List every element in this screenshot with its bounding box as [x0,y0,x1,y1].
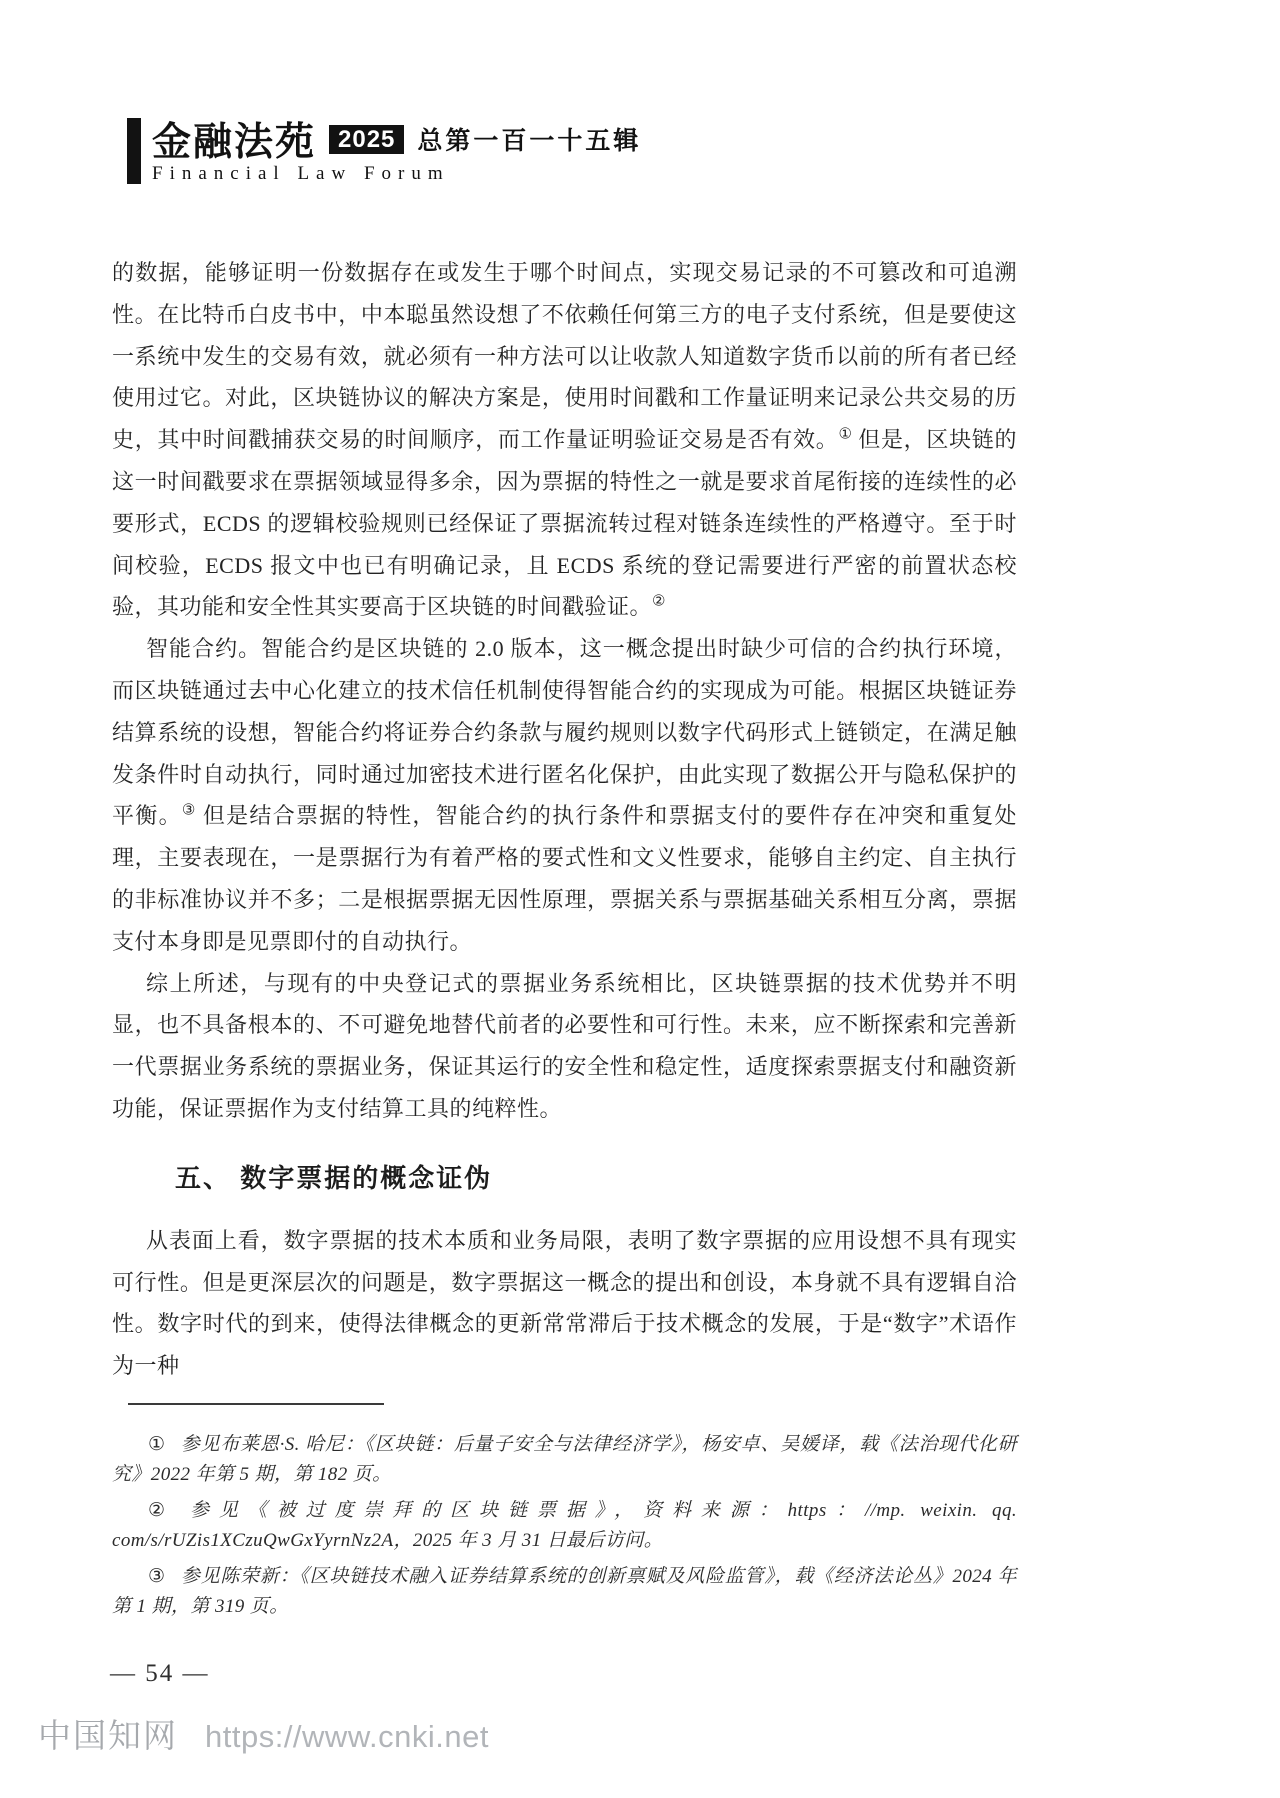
footnote-text: 参见陈荣新：《区块链技术融入证券结算系统的创新禀赋及风险监管》，载《经济法论丛》2024 年第 1 期，第 319 页。 [112,1566,1018,1617]
footnote [112,1562,1017,1621]
footnote-separator [128,1403,384,1405]
header-text [152,118,641,185]
footnote-reference: ③ [181,803,197,820]
footnotes [112,1430,1017,1628]
issue-label: 总第一百一十五辑 [417,128,642,155]
journal-header [127,118,641,185]
paragraph: 从表面上看，数字票据的技术本质和业务局限，表明了数字票据的应用设想不具有现实可行性。但是更深层次的问题是，数字票据这一概念的提出和创设，本身就不具有逻辑自洽性。数字时代的到来，使得法律概念的更新常常滞后于技术概念的发展，于是“数字”术语作为一种 [112,1227,1017,1379]
footnote-reference: ② [652,594,666,611]
footnote-marker: ③ [148,1566,166,1587]
journal-title: 金融法苑 [152,121,317,164]
page-number: — 54 — [110,1660,210,1687]
year-badge: 2025 [329,125,404,154]
watermark-site-name: 中国知网 [38,1717,178,1754]
footnote [112,1496,1017,1555]
watermark-site-url: https://www.cnki.net [205,1719,489,1754]
article-body [112,252,1017,1387]
footnote [112,1430,1017,1489]
header-title-row [152,118,642,164]
header-accent-bar [127,118,141,184]
paragraph: 综上所述，与现有的中央登记式的票据业务系统相比，区块链票据的技术优势并不明显，也不具备根本的、不可避免地替代前者的必要性和可行性。未来，应不断探索和完善新一代票据业务系统的票据业务，保证其运行的安全性和稳定性，适度探索票据支付和融资新功能，保证票据作为支付结算工具的纯粹性。 [112,970,1017,1121]
footnote-marker: ① [148,1434,166,1455]
footnote-text: 参见布莱恩·S. 哈尼：《区块链：后量子安全与法律经济学》，杨安卓、吴媛译，载《法治现代化研究》2022 年第 5 期，第 182 页。 [112,1434,1017,1485]
footnote-text: 参见《被过度崇拜的区块链票据》，资料来源：https：//mp. weixin. qq. com/s/rUZis1XCzuQwGxYyrnNz2A，2025 年 3 月 31 日最后访问。 [112,1500,1017,1551]
footnote-marker: ② [148,1500,175,1521]
journal-subtitle: Financial Law Forum [152,163,450,184]
section-heading: 五、 数字票据的概念证伪 [175,1162,493,1193]
paragraph: 的数据，能够证明一份数据存在或发生于哪个时间点，实现交易记录的不可篡改和可追溯性。在比特币白皮书中，中本聪虽然设想了不依赖任何第三方的电子支付系统，但是要使这一系统中发生的交易有效，就必须有一种方法可以让收款人知道数字货币以前的所有者已经使用过它。对此，区块链协议的解决方案是，使用时间戳和工作量证明来记录公共交易的历史，其中时间戳捕获交易的时间顺序，而工作量证明验证交易是否有效。① 但是，区块链的这一时间戳要求在票据领域显得多余，因为票据的特性之一就是要求首尾衔接的连续性的必要形式，ECDS 的逻辑校验规则已经保证了票据流转过程对链条连续性的严格遵守。至于时间校验，ECDS 报文中也已有明确记录，且 ECDS 系统的登记需要进行严密的前置状态校验，其功能和安全性其实要高于区块链的时间戳验证。② [112,260,1017,620]
paragraph: 智能合约。智能合约是区块链的 2.0 版本，这一概念提出时缺少可信的合约执行环境，而区块链通过去中心化建立的技术信任机制使得智能合约的实现成为可能。根据区块链证券结算系统的设想，智能合约将证券合约条款与履约规则以数字代码形式上链锁定，在满足触发条件时自动执行，同时通过加密技术进行匿名化保护，由此实现了数据公开与隐私保护的平衡。③ 但是结合票据的特性，智能合约的执行条件和票据支付的要件存在冲突和重复处理，主要表现在，一是票据行为有着严格的要式性和文义性要求，能够自主约定、自主执行的非标准协议并不多；二是根据票据无因性原理，票据关系与票据基础关系相互分离，票据支付本身即是见票即付的自动执行。 [112,636,1017,954]
watermark [38,1710,489,1757]
footnote-reference: ① [838,426,853,443]
